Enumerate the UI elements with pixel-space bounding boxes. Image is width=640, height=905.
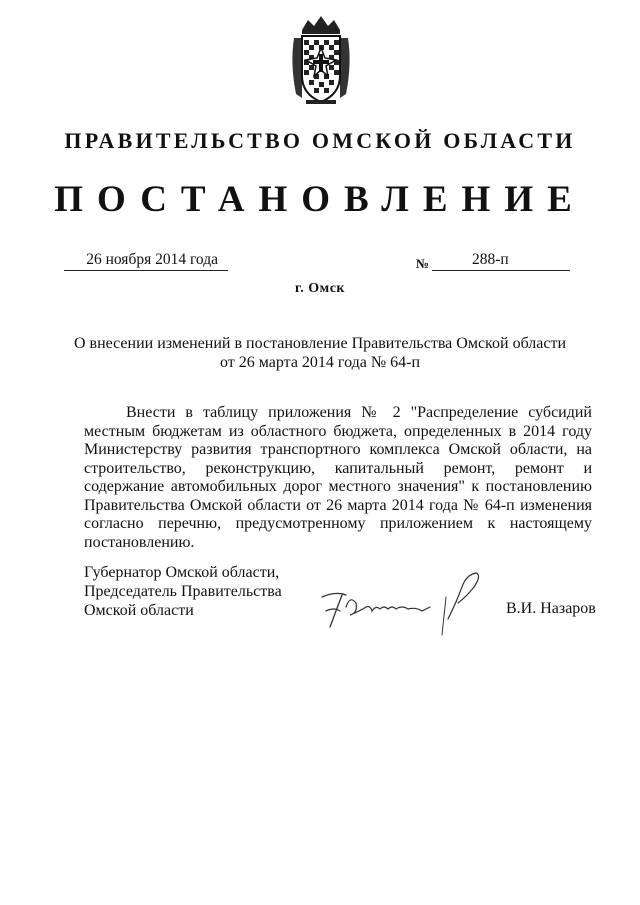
city: г. Омск	[295, 281, 345, 296]
subject-line-2: от 26 марта 2014 года № 64-п	[219, 354, 421, 371]
signatory-title-line-1: Губернатор Омской области,	[84, 564, 280, 581]
document-number: 288-п	[432, 251, 570, 271]
number-label: №	[416, 256, 430, 271]
coat-of-arms-icon	[288, 14, 354, 106]
signer-name: В.И. Назаров	[506, 600, 596, 617]
document-date: 26 ноября 2014 года	[64, 251, 228, 271]
signatory-title-line-3: Омской области	[84, 602, 194, 619]
body-paragraph: Внести в таблицу приложения № 2 "Распределение субсидий местным бюджетам из областного бюджета, определенных в 2014 году Министерству развития транспортного комплекса Омской области, на строительство, реконструкцию, капитальный ремонт, ремонт и содержание автомобильных дорог местного значения" к постановлению Правительства Омской области от 26 марта 2014 года № 64-п изменения согласно перечню, предусмотренному приложением к настоящему постановлению.	[84, 404, 592, 551]
document-type-title: ПОСТАНОВЛЕНИЕ	[54, 179, 586, 220]
signatory-title-line-2: Председатель Правительства	[84, 583, 282, 600]
subject-line-1: О внесении изменений в постановление Правительства Омской области	[73, 335, 567, 352]
handwritten-signature-icon	[316, 567, 486, 637]
organization-title: ПРАВИТЕЛЬСТВО ОМСКОЙ ОБЛАСТИ	[64, 128, 576, 153]
signatory-title	[84, 563, 282, 620]
document-subject	[60, 334, 580, 372]
